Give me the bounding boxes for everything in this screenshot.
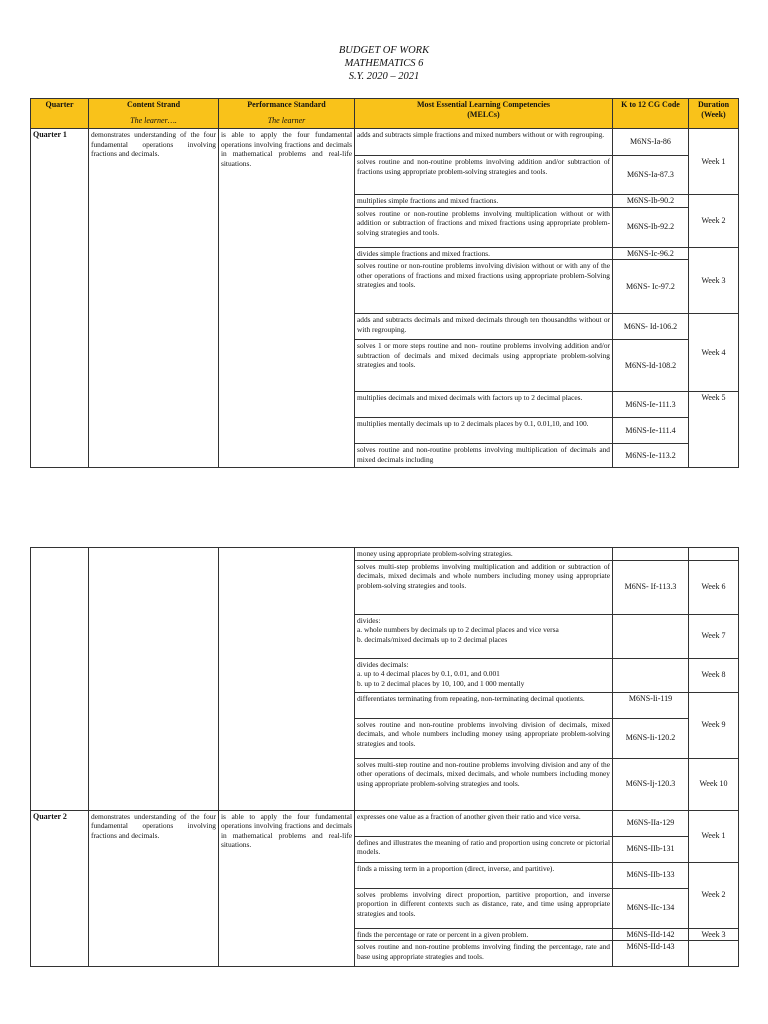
code-cell: M6NS-Ib-90.2 <box>613 195 689 208</box>
quarter-label: Quarter 2 <box>31 810 89 967</box>
content-strand-text: demonstrates understanding of the four fundamental operations involving fractions and decimals. <box>89 129 219 468</box>
week-cell <box>689 548 739 561</box>
code-cell: M6NS-IIc-134 <box>613 888 689 928</box>
col-content-sub: The learner…. <box>130 116 177 125</box>
melc-cell: solves multi-step problems involving multiplication and addition or subtraction of decimals, mixed decimals and whole numbers including money using appropriate problem-solving strategies and tools. <box>355 560 613 614</box>
code-cell: M6NS-IIb-133 <box>613 862 689 888</box>
code-cell <box>613 614 689 658</box>
subject-title: MATHEMATICS 6 <box>344 58 424 69</box>
code-cell: M6NS- Id-106.2 <box>613 314 689 340</box>
code-cell: M6NS-Ie-111.3 <box>613 392 689 418</box>
code-cell: M6NS-Ib-92.2 <box>613 207 689 247</box>
budget-table-page1 <box>30 98 739 468</box>
code-cell <box>613 548 689 561</box>
melc-cell: solves routine and non-routine problems involving division of decimals, mixed decimals, and whole numbers including money using appropriate problem-solving strategies and tools. <box>355 718 613 758</box>
melc-cell: solves routine and non-routine problems involving multiplication of decimals and mixed decimals including <box>355 444 613 468</box>
col-content-strand: Content Strand The learner…. <box>89 99 219 129</box>
melc-cell: multiplies mentally decimals up to 2 decimals places by 0.1, 0.01,10, and 100. <box>355 418 613 444</box>
week-cell: Week 3 <box>689 928 739 941</box>
code-cell: M6NS-Ie-113.2 <box>613 444 689 468</box>
melc-cell: adds and subtracts simple fractions and mixed numbers without or with regrouping. <box>355 129 613 156</box>
code-cell: M6NS-IIb-131 <box>613 836 689 862</box>
melc-cell: divides decimals: a. up to 4 decimal places by 0.1, 0.01, and 0.001 b. up to 2 decimal places by 10, 100, and 1 000 mentally <box>355 658 613 692</box>
performance-standard-text: is able to apply the four fundamental operations involving fractions and decimals in mathematical problems and real-life situations. <box>219 810 355 967</box>
col-performance-sub: The learner <box>267 116 306 125</box>
content-strand-text: demonstrates understanding of the four fundamental operations involving fractions and decimals. <box>89 810 219 967</box>
week-cell: Week 5 <box>689 392 739 468</box>
melc-cell: solves multi-step routine and non-routine problems involving division and any of the other operations of decimals, mixed decimals, and whole numbers including money using appropriate problem-solving strategies and tools. <box>355 758 613 810</box>
code-cell: M6NS-Ii-120.2 <box>613 718 689 758</box>
table-row <box>31 810 739 836</box>
melc-cell: solves routine or non-routine problems involving division without or with any of the other operations of fractions and mixed fractions using appropriate problem-Solving strategies and tools. <box>355 260 613 314</box>
code-cell: M6NS-Ij-120.3 <box>613 758 689 810</box>
week-cell: Week 2 <box>689 862 739 928</box>
code-cell: M6NS-Ia-87.3 <box>613 156 689 195</box>
melc-cell: solves 1 or more steps routine and non- routine problems involving addition and/or subtraction of decimals and mixed decimals using appropriate problem-solving strategies and tools. <box>355 340 613 392</box>
week-cell: Week 10 <box>689 758 739 810</box>
school-year: S.Y. 2020 – 2021 <box>348 71 420 82</box>
code-cell: M6NS-Ie-111.4 <box>613 418 689 444</box>
melc-cell: multiplies simple fractions and mixed fractions. <box>355 195 613 208</box>
code-cell: M6NS-Ic-96.2 <box>613 247 689 260</box>
quarter-cell-empty <box>31 548 89 811</box>
code-cell: M6NS-IId-142 <box>613 928 689 941</box>
col-melcs: Most Essential Learning Competencies (MELCs) <box>355 99 613 129</box>
table-header-row <box>31 99 739 129</box>
melc-cell: multiplies decimals and mixed decimals with factors up to 2 decimal places. <box>355 392 613 418</box>
week-cell <box>689 941 739 967</box>
col-code: K to 12 CG Code <box>613 99 689 129</box>
code-cell: M6NS-Ia-86 <box>613 129 689 156</box>
week-cell: Week 6 <box>689 560 739 614</box>
melc-cell: solves problems involving direct proportion, partitive proportion, and inverse proportion in different contexts such as distance, rate, and time using appropriate strategies and tools. <box>355 888 613 928</box>
quarter-label: Quarter 1 <box>31 129 89 468</box>
content-cell-empty <box>89 548 219 811</box>
melc-cell: solves routine or non-routine problems involving multiplication without or with addition or subtraction of fractions and mixed fractions using appropriate problem-solving strategies and tools. <box>355 207 613 247</box>
code-cell: M6NS-Ii-119 <box>613 692 689 718</box>
code-cell: M6NS- Ic-97.2 <box>613 260 689 314</box>
week-cell: Week 1 <box>689 810 739 862</box>
code-cell <box>613 658 689 692</box>
week-cell: Week 3 <box>689 247 739 314</box>
melc-cell: expresses one value as a fraction of another given their ratio and vice versa. <box>355 810 613 836</box>
table-row <box>31 548 739 561</box>
document-header <box>0 44 768 83</box>
code-cell: M6NS- If-113.3 <box>613 560 689 614</box>
table-row <box>31 129 739 156</box>
code-cell: M6NS-IIa-129 <box>613 810 689 836</box>
melc-cell: adds and subtracts decimals and mixed decimals through ten thousandths without or with regrouping. <box>355 314 613 340</box>
document-title: BUDGET OF WORK <box>338 45 430 56</box>
melc-cell: finds a missing term in a proportion (direct, inverse, and partitive). <box>355 862 613 888</box>
week-cell: Week 4 <box>689 314 739 392</box>
col-melcs-sub: (MELCs) <box>467 110 500 119</box>
code-cell: M6NS-Id-108.2 <box>613 340 689 392</box>
col-duration: Duration (Week) <box>689 99 739 129</box>
col-quarter: Quarter <box>31 99 89 129</box>
budget-table-page2 <box>30 547 739 967</box>
col-performance-standard: Performance Standard The learner <box>219 99 355 129</box>
melc-cell: divides: a. whole numbers by decimals up to 2 decimal places and vice versa b. decimals/mixed decimals up to 2 decimal places <box>355 614 613 658</box>
melc-cell: defines and illustrates the meaning of ratio and proportion using concrete or pictorial models. <box>355 836 613 862</box>
code-cell: M6NS-IId-143 <box>613 941 689 967</box>
week-cell: Week 7 <box>689 614 739 658</box>
performance-cell-empty <box>219 548 355 811</box>
melc-cell: differentiates terminating from repeating, non-terminating decimal quotients. <box>355 692 613 718</box>
melc-cell: divides simple fractions and mixed fractions. <box>355 247 613 260</box>
melc-cell: finds the percentage or rate or percent in a given problem. <box>355 928 613 941</box>
week-cell: Week 8 <box>689 658 739 692</box>
week-cell: Week 2 <box>689 195 739 248</box>
melc-cell: money using appropriate problem-solving strategies. <box>355 548 613 561</box>
melc-cell: solves routine and non-routine problems involving finding the percentage, rate and base using appropriate strategies and tools. <box>355 941 613 967</box>
week-cell: Week 1 <box>689 129 739 195</box>
week-cell: Week 9 <box>689 692 739 758</box>
performance-standard-text: is able to apply the four fundamental operations involving fractions and decimals in mathematical problems and real-life situations. <box>219 129 355 468</box>
melc-cell: solves routine and non-routine problems involving addition and/or subtraction of fractions using appropriate problem-solving strategies and tools. <box>355 156 613 195</box>
